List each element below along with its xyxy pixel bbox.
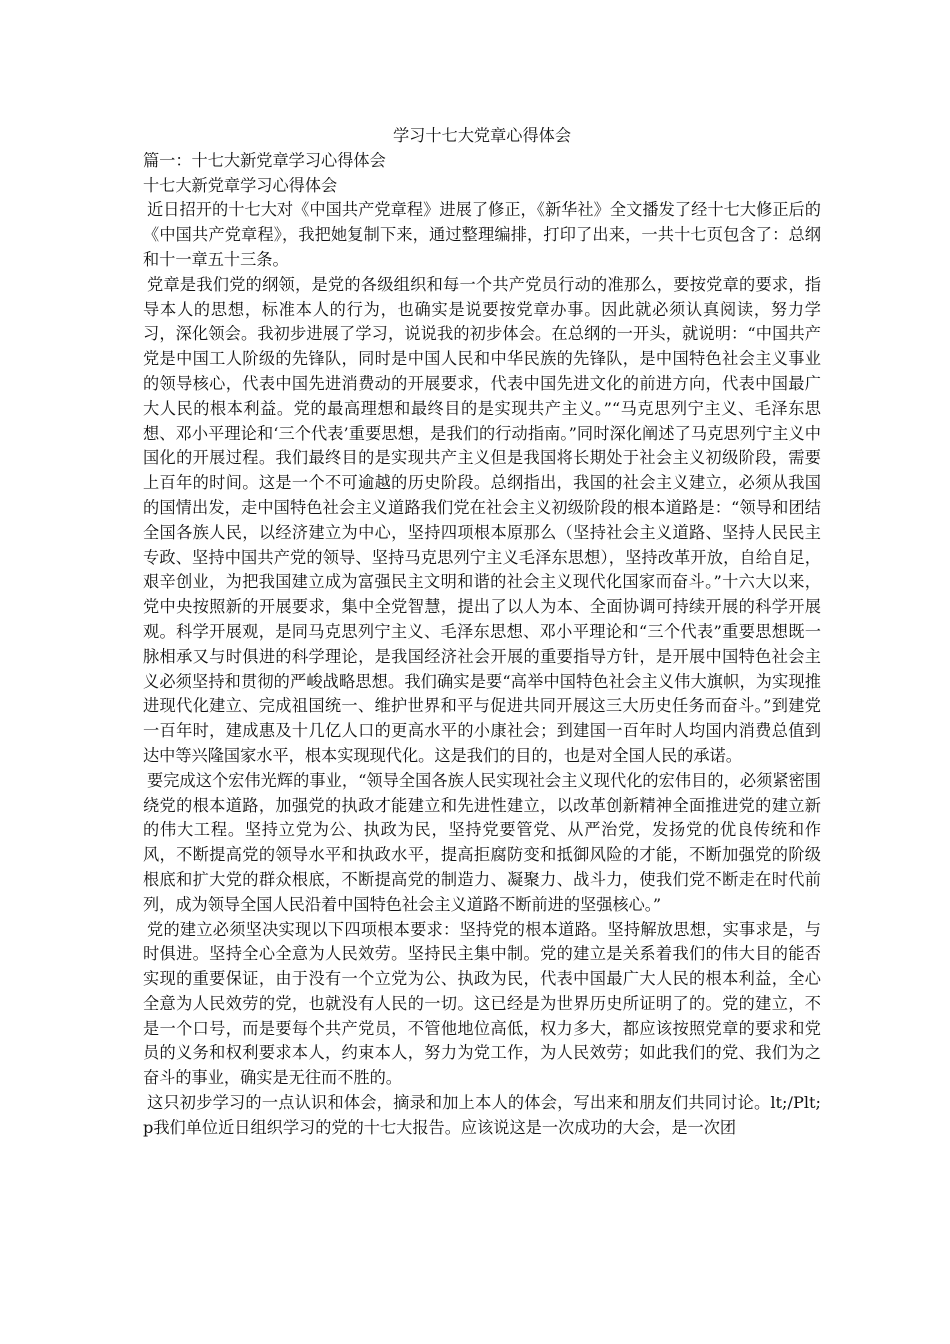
paragraph-5: 这只初步学习的一点认识和体会，摘录和加上本人的体会，写出来和朋友们共同讨论。lt;/Plt; p我们单位近日组织学习的党的十七大报告。应该说这是一次成功的大会，是一次团 <box>143 1093 821 1137</box>
document-page <box>143 124 821 1141</box>
subheading: 十七大新党章学习心得体会 <box>143 175 338 195</box>
section-heading: 篇一：十七大新党章学习心得体会 <box>143 150 386 170</box>
paragraph-2: 党章是我们党的纲领，是党的各级组织和每一个共产党员行动的准那么，要按党章的要求，指导本人的思想，标准本人的行为，也确实是说要按党章办事。因此就必须认真阅读，努力学习，深化领会。我初步进展了学习，说说我的初步体会。在总纲的一开头，就说明：“中国共产党是中国工人阶级的先锋队，同时是中国人民和中华民族的先锋队，是中国特色社会主义事业的领导核心，代表中国先进消费动的开展要求，代表中国先进文化的前进方向，代表中国最广大人民的根本利益。党的最高理想和最终目的是实现共产主义。”“马克思列宁主义、毛泽东思想、邓小平理论和‘三个代表’重要思想，是我们的行动指南。”同时深化阐述了马克思列宁主义中国化的开展过程。我们最终目的是实现共产主义但是我国将长期处于社会主义初级阶段，需要上百年的时间。这是一个不可逾越的历史阶段。总纲指出，我国的社会主义建立，必须从我国的国情出发，走中国特色社会主义道路我们党在社会主义初级阶段的根本道路是：“领导和团结全国各族人民，以经济建立为中心，坚持四项根本原那么（坚持社会主义道路、坚持人民民主专政、坚持中国共产党的领导、坚持马克思列宁主义毛泽东思想），坚持改革开放，自给自足，艰辛创业，为把我国建立成为富强民主文明和谐的社会主义现代化国家而奋斗。”十六大以来，党中央按照新的开展要求，集中全党智慧，提出了以人为本、全面协调可持续开展的科学开展观。科学开展观，是同马克思列宁主义、毛泽东思想、邓小平理论和“三个代表”重要思想既一脉相承又与时俱进的科学理论，是我国经济社会开展的重要指导方针，是开展中国特色社会主义必须坚持和贯彻的严峻战略思想。我们确实是要“高举中国特色社会主义伟大旗帜，为实现推进现代化建立、完成祖国统一、维护世界和平与促进共同开展这三大历史任务而奋斗。”到建党一百年时，建成惠及十几亿人口的更高水平的小康社会；到建国一百年时人均国内消费总值到达中等兴隆国家水平，根本实现现代化。这是我们的目的，也是对全国人民的承诺。 <box>143 274 821 765</box>
document-title: 学习十七大党章心得体会 <box>392 126 572 145</box>
paragraph-4: 党的建立必须坚决实现以下四项根本要求：坚持党的根本道路。坚持解放思想，实事求是，与时俱进。坚持全心全意为人民效劳。坚持民主集中制。党的建立是关系着我们的伟大目的能否实现的重要保证，由于没有一个立党为公、执政为民，代表中国最广大人民的根本利益，全心全意为人民效劳的党，也就没有人民的一切。这已经是为世界历史所证明了的。党的建立，不是一个口号，而是要每个共产党员，不管他地位高低，权力多大，都应该按照党章的要求和党员的义务和权利要求本人，约束本人，努力为党工作，为人民效劳；如此我们的党、我们为之奋斗的事业，确实是无往而不胜的。 <box>143 919 821 1088</box>
paragraph-3: 要完成这个宏伟光辉的事业，“领导全国各族人民实现社会主义现代化的宏伟目的，必须紧密围绕党的根本道路，加强党的执政才能建立和先进性建立，以改革创新精神全面推进党的建立新的伟大工程。坚持立党为公、执政为民，坚持党要管党、从严治党，发扬党的优良传统和作风，不断提高党的领导水平和执政水平，提高拒腐防变和抵御风险的才能，不断加强党的阶级根底和扩大党的群众根底，不断提高党的制造力、凝聚力、战斗力，使我们党不断走在时代前列，成为领导全国人民沿着中国特色社会主义道路不断前进的坚强核心。” <box>143 770 821 914</box>
paragraph-1: 近日招开的十七大对《中国共产党章程》进展了修正，《新华社》全文播发了经十七大修正后的《中国共产党章程》，我把她复制下来，通过整理编排，打印了出来，一共十七页包含了：总纲和十一章五十三条。 <box>143 200 821 269</box>
